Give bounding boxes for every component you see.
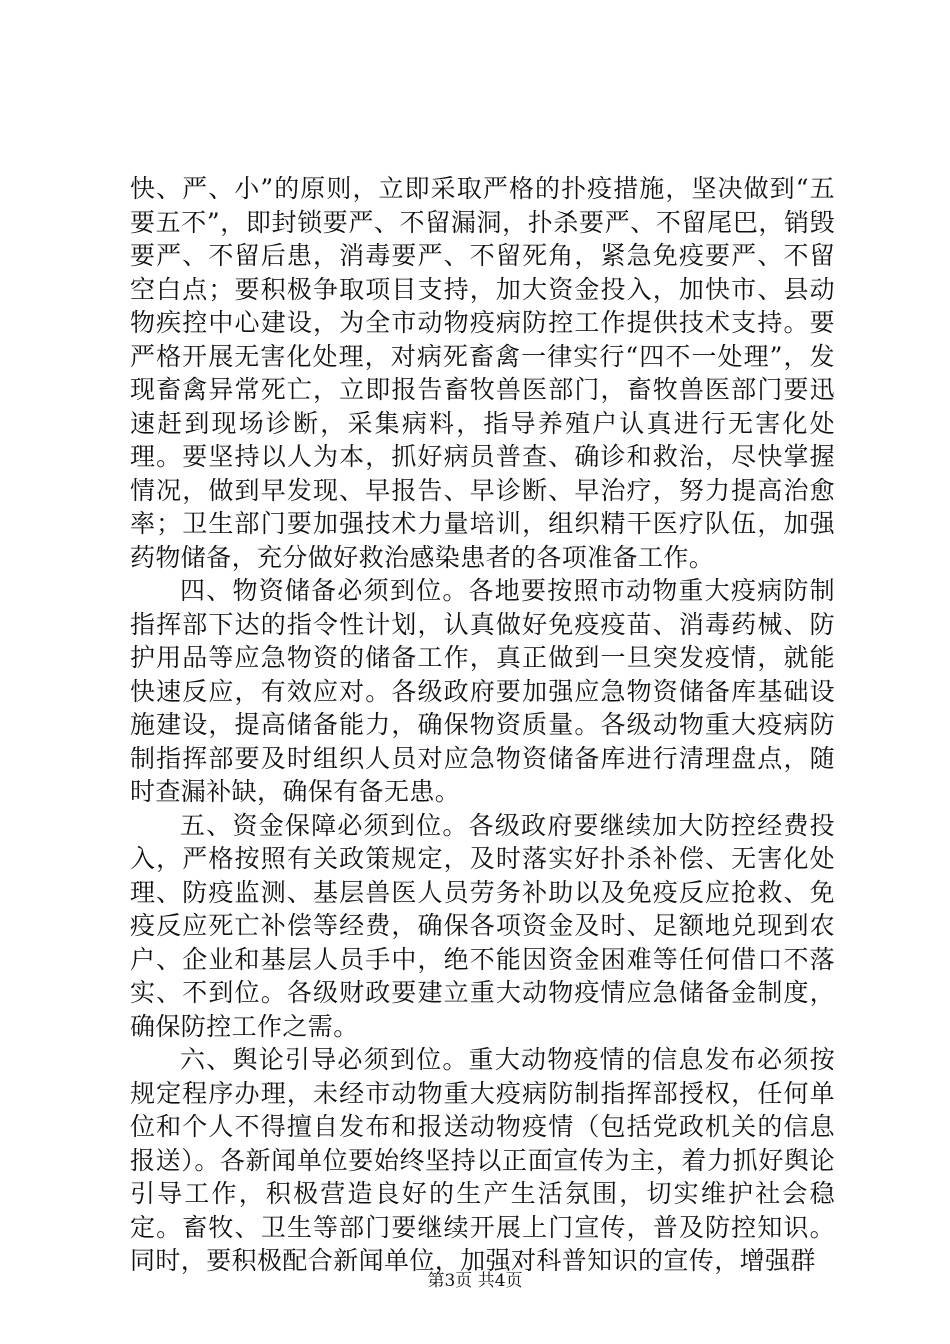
paragraph-funding-guarantee: 五、资金保障必须到位。各级政府要继续加大防控经费投入，严格按照有关政策规定，及时落实好扑杀补偿、无害化处理、防疫监测、基层兽医人员劳务补助以及免疫反应抢救、免疫反应死亡补偿等经费，确保各项资金及时、足额地兑现到农户、企业和基层人员手中，绝不能因资金困难等任何借口不落实、不到位。各级财政要建立重大动物疫情应急储备金制度，确保防控工作之需。 — [130, 810, 835, 1041]
document-body — [130, 172, 835, 1278]
paragraph-continuation: 快、严、小”的原则，立即采取严格的扑疫措施，坚决做到“五要五不”，即封锁要严、不留漏洞，扑杀要严、不留尾巴，销毁要严、不留后患，消毒要严、不留死角，紧急免疫要严、不留空白点；要积极争取项目支持，加大资金投入，加快市、县动物疾控中心建设，为全市动物疫病防控工作提供技术支持。要严格开展无害化处理，对病死畜禽一律实行“四不一处理”，发现畜禽异常死亡，立即报告畜牧兽医部门，畜牧兽医部门要迅速赶到现场诊断，采集病料，指导养殖户认真进行无害化处理。要坚持以人为本，抓好病员普查、确诊和救治，尽快掌握情况，做到早发现、早报告、早诊断、早治疗，努力提高治愈率；卫生部门要加强技术力量培训，组织精干医疗队伍，加强药物储备，充分做好救治感染患者的各项准备工作。 — [130, 174, 835, 572]
paragraph-material-reserves: 四、物资储备必须到位。各地要按照市动物重大疫病防制指挥部下达的指令性计划，认真做好免疫疫苗、消毒药械、防护用品等应急物资的储备工作，真正做到一旦突发疫情，就能快速反应，有效应对。各级政府要加强应急物资储备库基础设施建设，提高储备能力，确保物资质量。各级动物重大疫病防制指挥部要及时组织人员对应急物资储备库进行清理盘点，随时查漏补缺，确保有备无患。 — [130, 576, 835, 806]
page-number-footer: 第3页 共4页 — [427, 1271, 523, 1291]
paragraph-public-opinion: 六、舆论引导必须到位。重大动物疫情的信息发布必须按规定程序办理，未经市动物重大疫病防制指挥部授权，任何单位和个人不得擅自发布和报送动物疫情（包括党政机关的信息报送）。各新闻单位要始终坚持以正面宣传为主，着力抓好舆论引导工作，积极营造良好的生产生活氛围，切实维护社会稳定。畜牧、卫生等部门要继续开展上门宣传，普及防控知识。同时，要积极配合新闻单位，加强对科普知识的宣传，增强群 — [130, 1045, 835, 1275]
